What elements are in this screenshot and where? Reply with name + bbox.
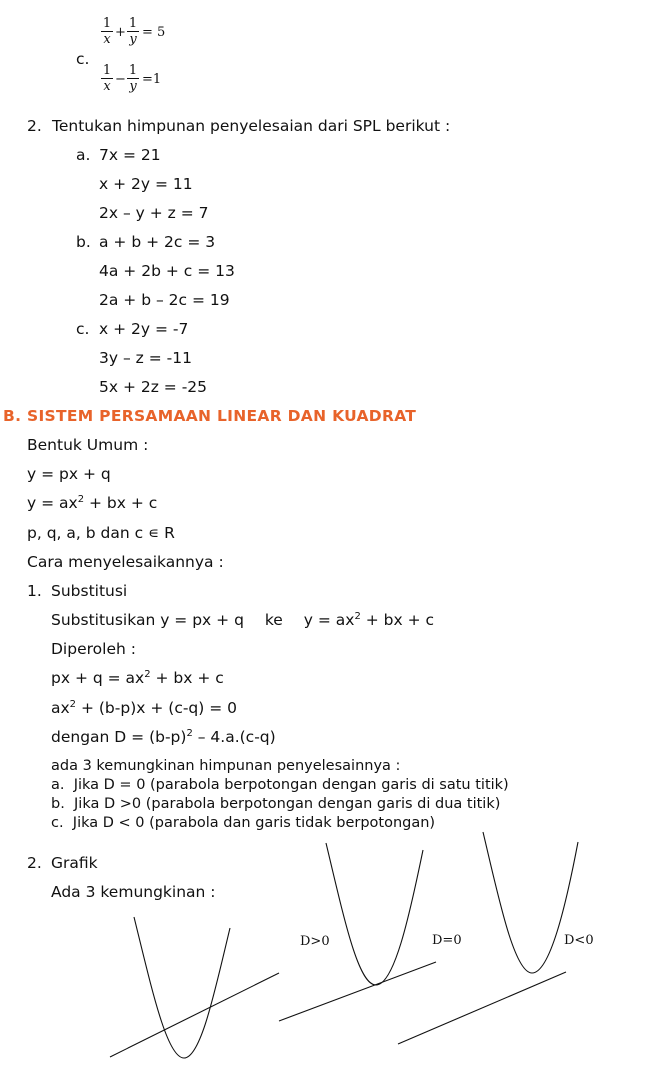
- params: p, q, a, b dan c ∊ R: [27, 524, 175, 542]
- line-1: [110, 973, 279, 1057]
- q2-c-line-2: 3y – z = -11: [99, 349, 192, 367]
- part-c-label: c.: [76, 50, 90, 68]
- case-c: c. Jika D < 0 (parabola dan garis tidak berpotongan): [51, 815, 436, 831]
- label-d-greater: D>0: [300, 934, 330, 949]
- derivation-line-2: $ax^2 + (b-p)x + (c-q) = 0$: [51, 699, 238, 717]
- bentuk-umum: Bentuk Umum :: [27, 436, 149, 454]
- section-b-heading: B. SISTEM PERSAMAAN LINEAR DAN KUADRAT: [3, 407, 417, 425]
- eq1-numerator-1: 1: [102, 16, 112, 31]
- kemungkinan: ada 3 kemungkinan himpunan penyelesainnya :: [51, 758, 401, 774]
- eq-quadratic: $y = ax^2$ + bx + c: [27, 494, 158, 512]
- q2-a-line-3: 2x – y + z = 7: [99, 204, 209, 222]
- eq1-denominator-1: x: [101, 31, 113, 47]
- eq2-numerator-2: 1: [128, 63, 138, 78]
- q2-b-line-1: a + b + 2c = 3: [99, 233, 216, 251]
- eq1-numerator-2: 1: [128, 16, 138, 31]
- eq2-denominator-2: y: [127, 78, 139, 94]
- label-d-less: D<0: [564, 933, 594, 948]
- q2-b-label: b.: [76, 233, 91, 251]
- q2-c-label: c.: [76, 320, 90, 338]
- cara: Cara menyelesaikannya :: [27, 553, 224, 571]
- label-d-equal: D=0: [432, 933, 462, 948]
- eq1-rhs: = 5: [142, 25, 166, 40]
- eq-linear: y = px + q: [27, 465, 111, 483]
- derivation-line-1: px + $q = ax^2$ + bx + c: [51, 669, 224, 687]
- step1-number: 1.: [27, 582, 42, 600]
- line-3: [398, 972, 566, 1044]
- eq1-operator: +: [115, 25, 126, 40]
- eq2-numerator-1: 1: [102, 63, 112, 78]
- q2-a-line-1: 7x = 21: [99, 146, 161, 164]
- eq1-denominator-2: y: [127, 31, 139, 47]
- diperoleh: Diperoleh :: [51, 640, 136, 658]
- parabola-3: [483, 832, 578, 973]
- q2-a-line-2: x + 2y = 11: [99, 175, 193, 193]
- substitusi-line: Substitusikan y = px + q ke $y = ax^2$ + bx + c: [51, 611, 435, 629]
- eq2-operator: −: [115, 72, 126, 87]
- q2-c-line-1: x + 2y = -7: [99, 320, 189, 338]
- q2-a-label: a.: [76, 146, 91, 164]
- line-2: [279, 962, 436, 1021]
- q2-b-line-2: 4a + 2b + c = 13: [99, 262, 235, 280]
- q2-c-line-3: 5x + 2z = -25: [99, 378, 208, 396]
- q2-b-line-3: 2a + b – 2c = 19: [99, 291, 230, 309]
- case-b: b. Jika D >0 (parabola berpotongan dengan garis di dua titik): [51, 796, 501, 812]
- q2-text: Tentukan himpunan penyelesaian dari SPL berikut :: [52, 117, 451, 135]
- case-a: a. Jika D = 0 (parabola berpotongan dengan garis di satu titik): [51, 777, 509, 793]
- derivation-line-3: dengan $D = (b-p)^2 - 4.a.(c-q)$: [51, 728, 276, 746]
- parabola-2: [326, 843, 423, 985]
- step2-title: Grafik: [51, 854, 98, 872]
- ada-kemungkinan: Ada 3 kemungkinan :: [51, 883, 216, 901]
- parabola-1: [134, 917, 230, 1058]
- eq2-rhs: =1: [142, 72, 162, 87]
- q2-number: 2.: [27, 117, 42, 135]
- step1-title: Substitusi: [51, 582, 128, 600]
- eq2-denominator-1: x: [101, 78, 113, 94]
- step2-number: 2.: [27, 854, 42, 872]
